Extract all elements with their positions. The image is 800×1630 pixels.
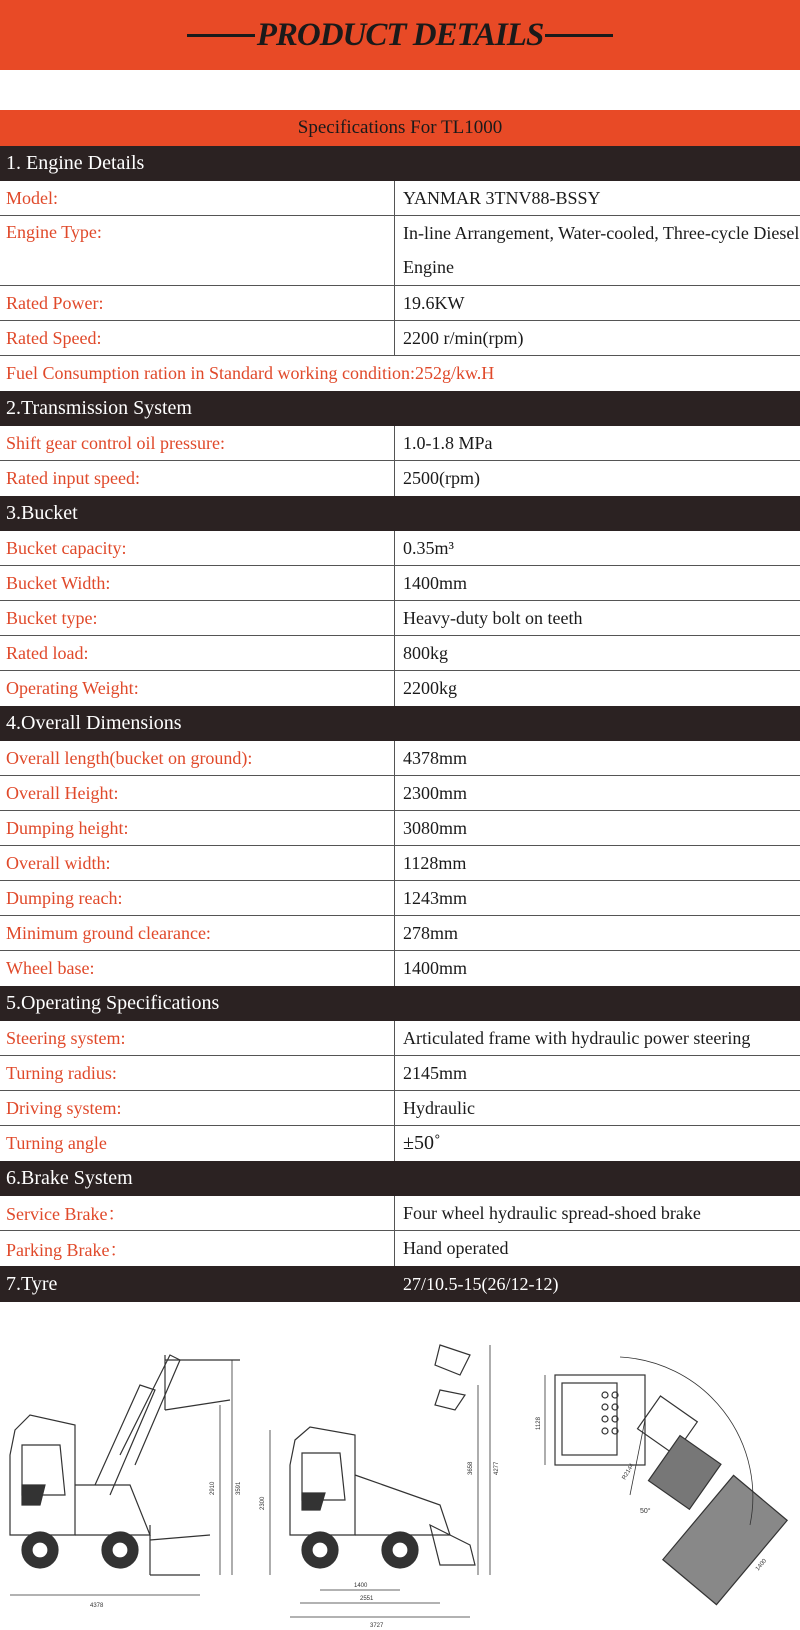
dim-label: 2300 (260, 1496, 266, 1510)
banner-title (0, 0, 800, 70)
row-value: 2200 r/min(rpm) (403, 327, 524, 348)
row-label: Parking Brake： (0, 1231, 395, 1266)
row-value: 2500(rpm) (403, 468, 480, 488)
dim-label: 4277 (494, 1461, 500, 1475)
row-label: Dumping reach: (0, 881, 395, 915)
row-label: Shift gear control oil pressure: (0, 426, 395, 460)
dim-label: 3727 (370, 1623, 384, 1629)
tyre-label: 7.Tyre (6, 1272, 58, 1295)
table-row (0, 286, 800, 321)
table-row (0, 951, 800, 986)
row-label: Overall length(bucket on ground): (0, 741, 395, 775)
title-rule-left (187, 34, 255, 37)
table-row (0, 881, 800, 916)
table-row (0, 846, 800, 881)
tyre-value: 27/10.5-15(26/12-12) (403, 1273, 559, 1294)
row-value: Hand operated (403, 1238, 509, 1258)
table-row (0, 916, 800, 951)
drawing-side-view-forks (10, 1355, 242, 1609)
spec-heading: Specifications For TL1000 (0, 110, 800, 146)
row-value: Articulated frame with hydraulic power steering (403, 1027, 751, 1048)
row-value: 1243mm (403, 887, 468, 908)
spec-table (0, 110, 800, 1302)
fuel-consumption-note: Fuel Consumption ration in Standard working condition:252g/kw.H (6, 363, 495, 383)
dim-label: 50° (640, 1508, 651, 1515)
row-value: 2145mm (403, 1062, 468, 1083)
row-label: Rated input speed: (0, 461, 395, 496)
row-value: Heavy-duty bolt on teeth (403, 607, 583, 628)
row-label: Turning angle (0, 1126, 395, 1161)
section-bucket: 3.Bucket (0, 496, 800, 531)
row-label: Minimum ground clearance: (0, 916, 395, 950)
row-value: 1400mm (403, 958, 468, 978)
table-row-fuel (0, 356, 800, 391)
table-row (0, 636, 800, 671)
row-label: Engine Type: (0, 216, 395, 285)
row-label: Rated Power: (0, 286, 395, 320)
row-label: Bucket type: (0, 601, 395, 635)
row-value: 800kg (403, 642, 448, 663)
table-row (0, 461, 800, 496)
drawing-side-view-bucket (260, 1345, 500, 1629)
page-title: PRODUCT DETAILS (256, 16, 544, 53)
dim-label: 1128 (536, 1417, 542, 1430)
drawing-top-view-articulation (536, 1357, 787, 1605)
table-row (0, 811, 800, 846)
dim-label: 2910 (210, 1481, 216, 1495)
row-label: Wheel base: (0, 951, 395, 986)
table-row (0, 181, 800, 216)
row-label: Bucket Width: (0, 566, 395, 600)
row-value: ±50˚ (403, 1132, 441, 1154)
table-row (0, 741, 800, 776)
row-value: 2300mm (403, 782, 468, 803)
row-value: 0.35m³ (403, 537, 454, 558)
table-row (0, 566, 800, 601)
row-value: 3080mm (403, 817, 468, 838)
table-row (0, 1231, 800, 1266)
table-row (0, 1091, 800, 1126)
section-operating: 5.Operating Specifications (0, 986, 800, 1021)
table-row (0, 1126, 800, 1161)
dim-label: 4378 (90, 1603, 104, 1609)
technical-drawings (0, 1335, 800, 1630)
row-value: 4378mm (403, 747, 468, 768)
section-transmission: 2.Transmission System (0, 391, 800, 426)
row-label: Turning radius: (0, 1056, 395, 1090)
row-value: 278mm (403, 922, 459, 943)
row-value: 1.0-1.8 MPa (403, 432, 493, 453)
title-rule-right (545, 34, 613, 37)
row-value: 1128mm (403, 852, 467, 873)
row-value: Four wheel hydraulic spread-shoed brake (403, 1202, 701, 1223)
section-tyre (0, 1266, 800, 1302)
row-value: 19.6KW (403, 292, 465, 313)
dim-label: 3658 (468, 1461, 474, 1475)
row-label: Service Brake： (0, 1196, 395, 1230)
table-row (0, 671, 800, 706)
row-label: Steering system: (0, 1021, 395, 1055)
row-label: Driving system: (0, 1091, 395, 1125)
section-dimensions: 4.Overall Dimensions (0, 706, 800, 741)
dim-label: 1400 (354, 1583, 368, 1589)
dim-label: 1400 (754, 1558, 769, 1573)
row-value: YANMAR 3TNV88-BSSY (403, 187, 601, 208)
table-row (0, 776, 800, 811)
row-label: Rated Speed: (0, 321, 395, 355)
dim-label: R2144 (621, 1462, 636, 1481)
row-label: Bucket capacity: (0, 531, 395, 565)
table-row (0, 601, 800, 636)
row-label: Rated load: (0, 636, 395, 670)
row-value: In-line Arrangement, Water-cooled, Three-cycle Diesel Engine (403, 223, 800, 277)
dim-label: 2551 (360, 1596, 374, 1602)
row-value: 2200kg (403, 678, 457, 698)
row-value: Hydraulic (403, 1097, 475, 1118)
section-engine: 1. Engine Details (0, 146, 800, 181)
table-row (0, 1021, 800, 1056)
table-row (0, 426, 800, 461)
row-label: Dumping height: (0, 811, 395, 845)
table-row (0, 321, 800, 356)
table-row (0, 216, 800, 286)
table-row (0, 1196, 800, 1231)
row-label: Overall width: (0, 846, 395, 880)
row-value: 1400mm (403, 572, 468, 593)
dim-label: 3591 (236, 1481, 242, 1495)
row-label: Operating Weight: (0, 671, 395, 706)
section-brake: 6.Brake System (0, 1161, 800, 1196)
table-row (0, 531, 800, 566)
row-label: Model: (0, 181, 395, 215)
row-label: Overall Height: (0, 776, 395, 810)
table-row (0, 1056, 800, 1091)
